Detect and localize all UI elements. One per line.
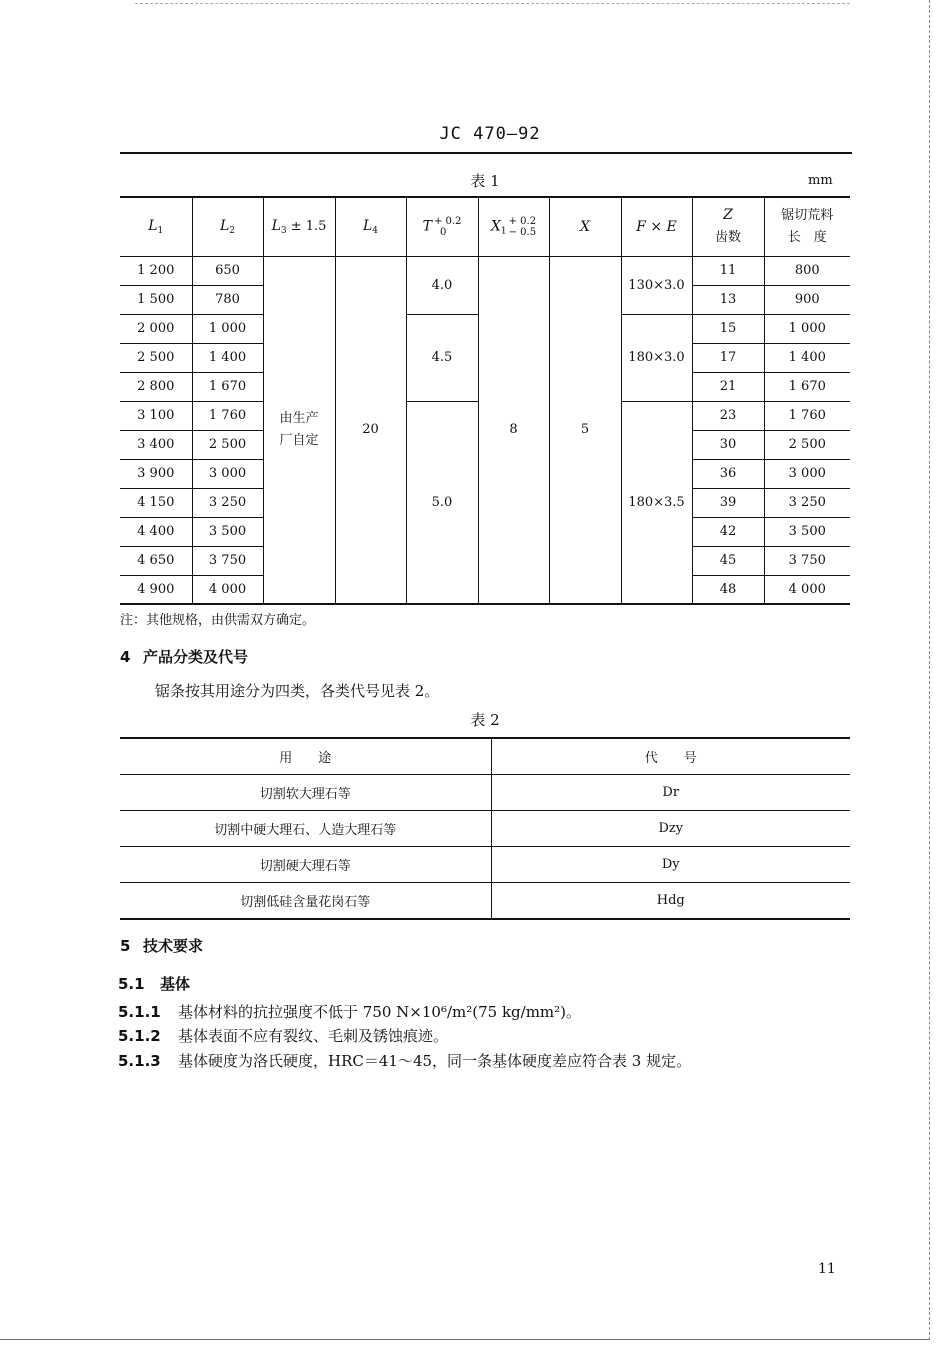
length-cell: 3 250 bbox=[764, 488, 850, 517]
header-fe: F × E bbox=[621, 197, 692, 256]
fe-cell-group-3: 180×3.5 bbox=[621, 401, 692, 604]
l2-cell: 1 760 bbox=[192, 401, 263, 430]
l2-cell: 3 500 bbox=[192, 517, 263, 546]
clause bbox=[118, 1050, 691, 1071]
l1-cell: 3 100 bbox=[120, 401, 192, 430]
l2-cell: 650 bbox=[192, 256, 263, 285]
l1-cell: 2 500 bbox=[120, 343, 192, 372]
header-l2: $L_2$ bbox=[192, 197, 263, 256]
length-cell: 3 500 bbox=[764, 517, 850, 546]
scan-edge-top bbox=[135, 3, 850, 4]
subsection-heading bbox=[118, 973, 190, 994]
header-l4: $L_4$ bbox=[335, 197, 406, 256]
header-z: Z 齿数 bbox=[692, 197, 764, 256]
l1-cell: 1 500 bbox=[120, 285, 192, 314]
t-cell-group-1: 4.0 bbox=[406, 256, 478, 314]
z-cell: 36 bbox=[692, 459, 764, 488]
z-cell: 11 bbox=[692, 256, 764, 285]
code-cell: Hdg bbox=[656, 893, 685, 908]
table-row bbox=[120, 775, 850, 811]
table2 bbox=[120, 737, 850, 920]
table1-unit: mm bbox=[808, 173, 833, 188]
l2-cell: 3 250 bbox=[192, 488, 263, 517]
clause-number: 5.1.3 bbox=[118, 1052, 161, 1070]
table-row bbox=[120, 847, 850, 883]
header-length: 锯切荒料 长 度 bbox=[764, 197, 850, 256]
scan-edge-bottom bbox=[0, 1339, 930, 1340]
table-row bbox=[120, 811, 850, 847]
length-cell: 3 750 bbox=[764, 546, 850, 575]
z-cell: 23 bbox=[692, 401, 764, 430]
table1-caption: 表 1 bbox=[470, 172, 500, 190]
length-cell: 1 760 bbox=[764, 401, 850, 430]
fe-cell-group-1: 130×3.0 bbox=[621, 256, 692, 314]
x1-merged-cell: 8 bbox=[478, 256, 549, 604]
z-cell: 13 bbox=[692, 285, 764, 314]
table1-note: 注：其他规格，由供需双方确定。 bbox=[120, 613, 316, 628]
x-merged-cell: 5 bbox=[549, 256, 621, 604]
table1-header-row bbox=[120, 197, 850, 256]
fe-cell-group-2: 180×3.0 bbox=[621, 314, 692, 401]
use-cell: 切割低硅含量花岗石等 bbox=[120, 883, 491, 920]
length-cell: 1 000 bbox=[764, 314, 850, 343]
clause bbox=[118, 1025, 448, 1046]
z-cell: 21 bbox=[692, 372, 764, 401]
section5-title: 技术要求 bbox=[143, 937, 204, 955]
code-cell: Dr bbox=[491, 775, 850, 811]
clause bbox=[118, 1001, 581, 1022]
header-t: T + 0.2 0 bbox=[406, 197, 478, 256]
table2-header-row bbox=[120, 738, 850, 775]
code-cell: Dzy bbox=[491, 811, 850, 847]
length-cell: 1 670 bbox=[764, 372, 850, 401]
z-cell: 17 bbox=[692, 343, 764, 372]
section4-title: 产品分类及代号 bbox=[143, 648, 249, 666]
length-cell: 1 400 bbox=[764, 343, 850, 372]
l4-merged-cell: 20 bbox=[335, 256, 406, 604]
l2-cell: 1 000 bbox=[192, 314, 263, 343]
header-l1: $L_1$ bbox=[120, 197, 192, 256]
l1-cell: 4 900 bbox=[120, 575, 192, 604]
use-cell: 切割软大理石等 bbox=[120, 775, 491, 811]
section5-heading bbox=[120, 935, 203, 956]
clause-number: 5.1.2 bbox=[118, 1027, 161, 1045]
l2-cell: 2 500 bbox=[192, 430, 263, 459]
l1-cell: 4 150 bbox=[120, 488, 192, 517]
z-cell: 42 bbox=[692, 517, 764, 546]
t-cell-group-3: 5.0 bbox=[406, 401, 478, 604]
l1-cell: 2 000 bbox=[120, 314, 192, 343]
l2-cell: 1 670 bbox=[192, 372, 263, 401]
length-cell: 2 500 bbox=[764, 430, 850, 459]
header-x: X bbox=[549, 197, 621, 256]
document-code: JC 470—92 bbox=[439, 124, 541, 144]
subsection-title: 基体 bbox=[160, 975, 191, 993]
clause-text: 基体表面不应有裂纹、毛刺及锈蚀痕迹。 bbox=[178, 1027, 449, 1045]
header-l3: $L_3 \pm 1.5$ bbox=[263, 197, 335, 256]
table1 bbox=[120, 196, 850, 605]
section4-number: 4 bbox=[120, 648, 131, 666]
header-code: 代 号 bbox=[491, 738, 850, 775]
length-cell: 4 000 bbox=[788, 581, 826, 597]
clause-number: 5.1.1 bbox=[118, 1003, 161, 1021]
z-cell: 39 bbox=[692, 488, 764, 517]
l3-merged-cell: 由生产 厂自定 bbox=[263, 256, 335, 604]
l1-cell: 4 650 bbox=[120, 546, 192, 575]
l2-cell: 780 bbox=[192, 285, 263, 314]
l1-cell: 3 900 bbox=[120, 459, 192, 488]
l2-cell: 1 400 bbox=[192, 343, 263, 372]
header-use: 用 途 bbox=[120, 738, 491, 775]
l1-cell: 1 200 bbox=[120, 256, 192, 285]
z-cell: 45 bbox=[692, 546, 764, 575]
scan-edge-right bbox=[929, 0, 930, 1340]
subsection-number: 5.1 bbox=[118, 975, 145, 993]
length-cell: 900 bbox=[764, 285, 850, 314]
section5-number: 5 bbox=[120, 937, 131, 955]
l1-cell: 2 800 bbox=[120, 372, 192, 401]
z-cell: 30 bbox=[692, 430, 764, 459]
z-cell: 48 bbox=[692, 575, 764, 604]
section4-heading bbox=[120, 646, 248, 667]
table-row bbox=[120, 883, 850, 920]
length-cell: 3 000 bbox=[764, 459, 850, 488]
t-cell-group-2: 4.5 bbox=[406, 314, 478, 401]
use-cell: 切割硬大理石等 bbox=[120, 847, 491, 883]
header-x1: $X_1$ + 0.2 − 0.5 bbox=[478, 197, 549, 256]
l2-cell: 3 750 bbox=[192, 546, 263, 575]
z-cell: 15 bbox=[692, 314, 764, 343]
code-cell: Dy bbox=[491, 847, 850, 883]
length-cell: 800 bbox=[764, 256, 850, 285]
l2-cell: 3 000 bbox=[192, 459, 263, 488]
section4-paragraph: 锯条按其用途分为四类，各类代号见表 2。 bbox=[155, 682, 440, 700]
header-rule bbox=[120, 152, 852, 154]
table-row bbox=[120, 256, 850, 285]
clause-text: 基体材料的抗拉强度不低于 750 N×10⁶/m²(75 kg/mm²)。 bbox=[178, 1003, 582, 1021]
l1-cell: 4 400 bbox=[120, 517, 192, 546]
use-cell: 切割中硬大理石、人造大理石等 bbox=[120, 811, 491, 847]
l1-cell: 3 400 bbox=[120, 430, 192, 459]
table2-caption: 表 2 bbox=[470, 711, 500, 729]
page-number: 11 bbox=[818, 1261, 836, 1277]
clause-text: 基体硬度为洛氏硬度，HRC＝41～45，同一条基体硬度差应符合表 3 规定。 bbox=[178, 1052, 692, 1070]
l2-cell: 4 000 bbox=[192, 575, 263, 604]
